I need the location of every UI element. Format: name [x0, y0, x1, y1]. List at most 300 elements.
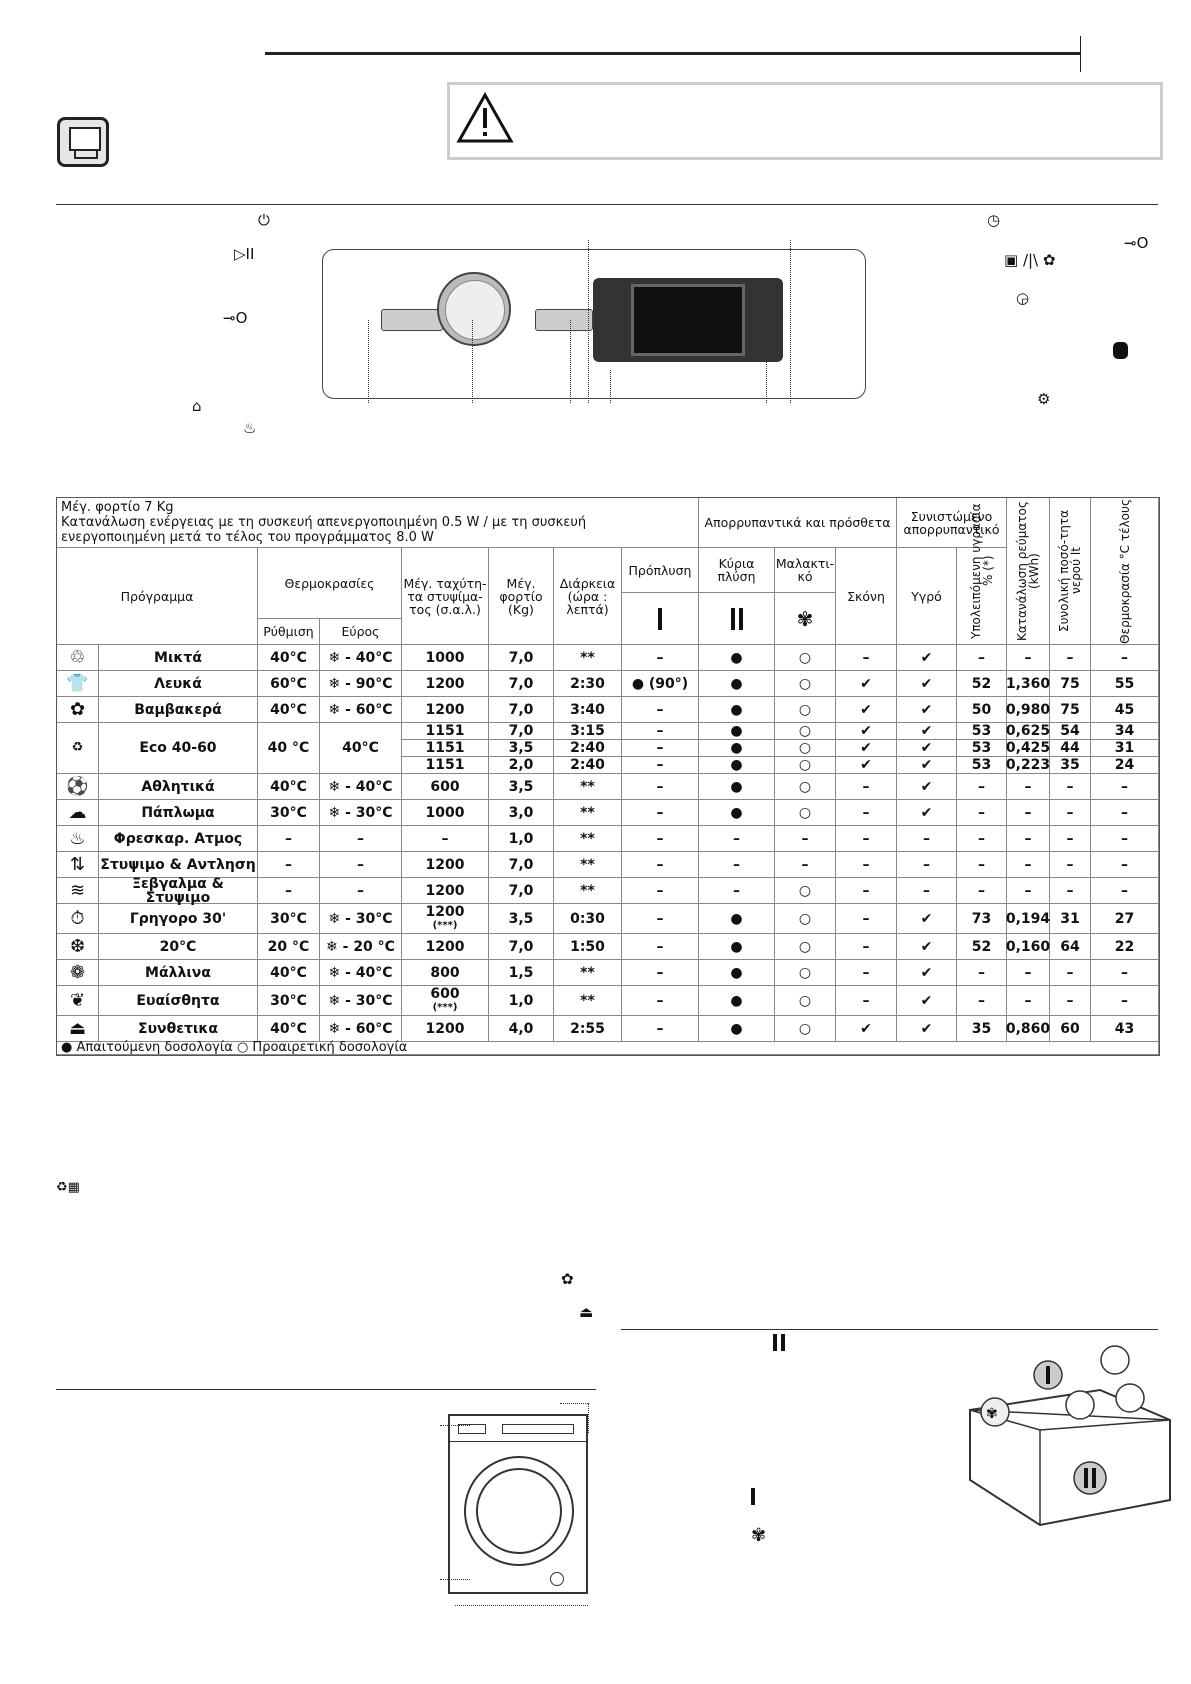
- mixed-icon: ♲: [57, 645, 99, 671]
- spin: [402, 1016, 489, 1042]
- value-pow: –: [836, 774, 897, 800]
- value-pre: –: [622, 1016, 699, 1042]
- value-e: –: [1007, 878, 1050, 904]
- temp-setting: 30°C: [258, 986, 320, 1016]
- liquid-header: Υγρό: [897, 548, 957, 645]
- 20c-icon: ❆: [57, 934, 99, 960]
- value-soft: ○: [775, 740, 836, 757]
- spin: 1151: [402, 740, 489, 757]
- temp-range: ❄ - 30°C: [320, 904, 402, 934]
- value-liq: ✔: [897, 774, 957, 800]
- value-main: ●: [699, 904, 775, 934]
- temp-range: –: [320, 878, 402, 904]
- value-pre: –: [622, 723, 699, 740]
- duration: 0:30: [554, 904, 622, 934]
- tap-icon: ⚙: [1037, 390, 1051, 408]
- value-pre: ● (90°): [622, 671, 699, 697]
- header-water-label: Συνολική ποσό-τητα νερού lt: [1057, 509, 1083, 633]
- prewash-mark-icon: [658, 608, 662, 630]
- table-header-info: [57, 498, 699, 548]
- temp-setting: 40°C: [258, 774, 320, 800]
- value-t: 55: [1091, 671, 1159, 697]
- value-pre: –: [622, 960, 699, 986]
- value-pre: –: [622, 800, 699, 826]
- load: 3,5: [489, 774, 554, 800]
- value-t: 43: [1091, 1016, 1159, 1042]
- duration: 3:15: [554, 723, 622, 740]
- value-liq: ✔: [897, 800, 957, 826]
- temp-setting: 30°C: [258, 904, 320, 934]
- value-soft: –: [775, 852, 836, 878]
- spin-note: (***): [432, 1001, 458, 1013]
- value-main: ●: [699, 697, 775, 723]
- quick-icon: ⏱: [57, 904, 99, 934]
- synthetics-icon: ⏏: [57, 1016, 99, 1042]
- duration: 2:30: [554, 671, 622, 697]
- washing-machine: [448, 1414, 588, 1594]
- value-pow: –: [836, 800, 897, 826]
- value-main: ●: [699, 723, 775, 740]
- value-t: –: [1091, 645, 1159, 671]
- value-w: 75: [1050, 671, 1091, 697]
- temp-setting: 40°C: [258, 645, 320, 671]
- value-soft: ○: [775, 904, 836, 934]
- power-button: [381, 309, 443, 331]
- key-icon-right: ⊸O: [1124, 234, 1149, 252]
- duration: **: [554, 852, 622, 878]
- temp-range: ❄ - 40°C: [320, 960, 402, 986]
- softener-header: Μαλακτι-κό: [775, 548, 836, 593]
- value-m: –: [957, 645, 1007, 671]
- temp-range: 40°C: [320, 723, 402, 774]
- load: 1,0: [489, 986, 554, 1016]
- temp-range: ❄ - 20 °C: [320, 934, 402, 960]
- value-pow: ✔: [836, 723, 897, 740]
- value-w: 54: [1050, 723, 1091, 740]
- load: 7,0: [489, 697, 554, 723]
- value-main: ●: [699, 960, 775, 986]
- leader-line: [440, 1425, 470, 1426]
- value-e: 1,360: [1007, 671, 1050, 697]
- program-name: Ξεβγαλμα & Στυψιμο: [99, 878, 258, 904]
- monitor-icon: [57, 117, 109, 167]
- spin-value: 1200: [425, 882, 465, 899]
- value-main: –: [699, 878, 775, 904]
- value-main: ●: [699, 1016, 775, 1042]
- value-m: 35: [957, 1016, 1007, 1042]
- temp-setting: 40°C: [258, 697, 320, 723]
- value-main: ●: [699, 800, 775, 826]
- temp-range: –: [320, 852, 402, 878]
- spin-value: 1200: [425, 1020, 465, 1037]
- value-soft: ○: [775, 986, 836, 1016]
- control-panel: [322, 249, 866, 399]
- value-pow: ✔: [836, 740, 897, 757]
- value-e: –: [1007, 986, 1050, 1016]
- value-pre: –: [622, 852, 699, 878]
- value-w: 75: [1050, 697, 1091, 723]
- header-energy-label: Κατανάλωση ρεύματος (kWh): [1015, 501, 1041, 641]
- header-moisture: [957, 498, 1007, 645]
- spin: [402, 852, 489, 878]
- detergents-header: Απορρυπαντικά και πρόσθετα: [699, 498, 897, 548]
- duration: 1:50: [554, 934, 622, 960]
- value-pow: –: [836, 934, 897, 960]
- value-pow: –: [836, 878, 897, 904]
- svg-text:✾: ✾: [986, 1406, 998, 1422]
- prewash-symbol: [622, 593, 699, 645]
- leader-line: [440, 1579, 470, 1580]
- value-pre: –: [622, 697, 699, 723]
- leader-line: [766, 320, 767, 403]
- value-liq: –: [897, 878, 957, 904]
- temp-range: ❄ - 30°C: [320, 800, 402, 826]
- eco-icon: ♻▦: [56, 1180, 80, 1195]
- temp-setting-header: Ρύθμιση: [258, 619, 320, 645]
- warning-box: [447, 82, 1163, 160]
- spin-value: 600: [430, 778, 460, 795]
- temp-range-header: Εύρος: [320, 619, 402, 645]
- value-e: –: [1007, 800, 1050, 826]
- prewash-header: Πρόπλυση: [622, 548, 699, 593]
- value-m: –: [957, 800, 1007, 826]
- value-w: –: [1050, 960, 1091, 986]
- duration: **: [554, 645, 622, 671]
- value-pre: –: [622, 826, 699, 852]
- temp-range: ❄ - 40°C: [320, 774, 402, 800]
- load: 2,0: [489, 757, 554, 774]
- value-main: ●: [699, 774, 775, 800]
- value-e: 0,625: [1005, 723, 1051, 739]
- value-t: –: [1091, 774, 1159, 800]
- temp-range: –: [320, 826, 402, 852]
- value-e: –: [1007, 645, 1050, 671]
- softener-mark-icon: ✾: [796, 606, 814, 631]
- mainwash-symbol: [699, 593, 775, 645]
- value-liq: ✔: [897, 904, 957, 934]
- spin-value: 1200: [425, 903, 465, 920]
- header-info-line: ενεργοποιημένη μετά το τέλος του προγράμματος 8.0 W: [61, 530, 434, 545]
- options-icons: ▣ /|\ ✿: [1004, 251, 1056, 269]
- dot-icon: [1113, 342, 1128, 359]
- load: 7,0: [489, 934, 554, 960]
- table-legend: ● Απαιτούμενη δοσολογία ○ Προαιρετική δοσολογία: [57, 1042, 1159, 1055]
- leader-line: [790, 240, 791, 403]
- mainwash-mark-icon: [731, 608, 743, 630]
- value-e: 0,160: [1007, 934, 1050, 960]
- value-main: ●: [699, 934, 775, 960]
- temps-header: Θερμοκρασίες: [258, 548, 402, 619]
- temp-setting: –: [258, 826, 320, 852]
- value-pow: –: [836, 960, 897, 986]
- temp-setting: –: [258, 852, 320, 878]
- value-soft: –: [775, 826, 836, 852]
- value-soft: ○: [775, 1016, 836, 1042]
- max-spin-header: Μέγ. ταχύτη-τα στυψίμα-τος (σ.α.λ.): [402, 548, 489, 645]
- spin: [402, 671, 489, 697]
- value-e: 0,194: [1007, 904, 1050, 934]
- program-name: Λευκά: [99, 671, 258, 697]
- value-w: –: [1050, 645, 1091, 671]
- spin-value: 1200: [425, 856, 465, 873]
- value-pre: –: [622, 740, 699, 757]
- value-pre: –: [622, 645, 699, 671]
- spin: [402, 960, 489, 986]
- header-energy: [1007, 498, 1050, 645]
- value-liq: ✔: [897, 645, 957, 671]
- spin: [402, 697, 489, 723]
- spin: [402, 800, 489, 826]
- duration: 2:40: [554, 740, 622, 757]
- value-e: 0,860: [1007, 1016, 1050, 1042]
- display-panel: [593, 278, 783, 362]
- value-pow: –: [836, 904, 897, 934]
- cotton-icon: ✿: [57, 697, 99, 723]
- leader-line: [560, 1403, 588, 1404]
- spin: [402, 934, 489, 960]
- value-w: –: [1050, 800, 1091, 826]
- value-main: –: [699, 852, 775, 878]
- duration-header: Διάρκεια (ώρα : λεπτά): [554, 548, 622, 645]
- header-water: [1050, 498, 1091, 645]
- whites-icon: 👕: [57, 671, 99, 697]
- temp-range: ❄ - 90°C: [320, 671, 402, 697]
- max-load-header: Μέγ. φορτίο (Kg): [489, 548, 554, 645]
- program-name: 20°C: [99, 934, 258, 960]
- spin-value: 1000: [425, 804, 465, 821]
- value-soft: ○: [775, 960, 836, 986]
- spin: [402, 986, 489, 1016]
- sport-icon: ⚽: [57, 774, 99, 800]
- temp-range: ❄ - 60°C: [320, 697, 402, 723]
- value-t: –: [1091, 826, 1159, 852]
- duration: **: [554, 826, 622, 852]
- temp-range: ❄ - 30°C: [320, 986, 402, 1016]
- load: 3,0: [489, 800, 554, 826]
- value-e: 0,223: [1005, 757, 1051, 773]
- program-header: Πρόγραμμα: [57, 548, 258, 645]
- spin-drain-icon: ⇅: [57, 852, 99, 878]
- header-end_temp: [1091, 498, 1159, 645]
- value-t: 22: [1091, 934, 1159, 960]
- mainwash-header: Κύρια πλύση: [699, 548, 775, 593]
- cotton-icon: ✿: [561, 1270, 574, 1288]
- value-main: –: [699, 826, 775, 852]
- value-soft: ○: [775, 645, 836, 671]
- value-liq: ✔: [897, 697, 957, 723]
- value-soft: ○: [775, 723, 836, 740]
- powder-header: Σκόνη: [836, 548, 897, 645]
- value-pow: ✔: [836, 697, 897, 723]
- value-t: 31: [1091, 740, 1159, 757]
- value-t: –: [1091, 960, 1159, 986]
- spin-value: 800: [430, 964, 460, 981]
- value-pre: –: [622, 904, 699, 934]
- value-w: 35: [1050, 757, 1091, 774]
- spin-value: 1200: [425, 675, 465, 692]
- load: 7,0: [489, 723, 554, 740]
- top-rule-tick: [1080, 36, 1081, 72]
- program-name: Βαμβακερά: [99, 697, 258, 723]
- duvet-icon: ☁: [57, 800, 99, 826]
- value-e: –: [1007, 960, 1050, 986]
- value-w: 31: [1050, 904, 1091, 934]
- value-main: ●: [699, 645, 775, 671]
- value-m: –: [957, 774, 1007, 800]
- power-icon: ⏻: [258, 211, 270, 229]
- spin: [402, 904, 489, 934]
- program-name: Eco 40-60: [99, 723, 258, 774]
- value-pre: –: [622, 878, 699, 904]
- load: 3,5: [489, 904, 554, 934]
- value-soft: ○: [775, 934, 836, 960]
- value-liq: ✔: [897, 723, 957, 740]
- temp-setting: 30°C: [258, 800, 320, 826]
- key-icon: ⊸O: [223, 309, 248, 327]
- program-name: Μάλλινα: [99, 960, 258, 986]
- value-m: 53: [957, 757, 1007, 774]
- leader-line: [455, 1605, 588, 1606]
- program-knob: [437, 272, 511, 346]
- value-soft: ○: [775, 757, 836, 774]
- value-liq: ✔: [897, 1016, 957, 1042]
- program-name: Μικτά: [99, 645, 258, 671]
- value-main: ●: [699, 671, 775, 697]
- duration: 3:40: [554, 697, 622, 723]
- delicates-icon: ❦: [57, 986, 99, 1016]
- value-pow: ✔: [836, 1016, 897, 1042]
- value-w: –: [1050, 986, 1091, 1016]
- value-liq: ✔: [897, 740, 957, 757]
- value-e: 0,980: [1007, 697, 1050, 723]
- value-soft: ○: [775, 671, 836, 697]
- delay-timer-icon: ◷: [987, 211, 1001, 229]
- value-main: ●: [699, 986, 775, 1016]
- load: 7,0: [489, 671, 554, 697]
- steam-mini-icon: ♨: [243, 419, 257, 437]
- value-t: 45: [1091, 697, 1159, 723]
- leader-line: [588, 1403, 589, 1433]
- program-name: Πάπλωμα: [99, 800, 258, 826]
- value-pow: –: [836, 826, 897, 852]
- value-m: 52: [957, 671, 1007, 697]
- value-pre: –: [622, 757, 699, 774]
- program-table: [56, 497, 1160, 1056]
- leader-line: [588, 240, 589, 403]
- duration: 2:55: [554, 1016, 622, 1042]
- synthetics-icon: ⏏: [579, 1303, 594, 1321]
- value-m: 53: [957, 723, 1007, 740]
- spin: [402, 645, 489, 671]
- lower-left-rule: [56, 1389, 596, 1390]
- spin-value: 1000: [425, 649, 465, 666]
- spin: [402, 774, 489, 800]
- value-m: 73: [957, 904, 1007, 934]
- spin-note: (***): [432, 919, 458, 931]
- value-t: –: [1091, 852, 1159, 878]
- value-t: 34: [1091, 723, 1159, 740]
- spin-value: 1200: [425, 938, 465, 955]
- start-pause-icon: ▷II: [234, 245, 255, 263]
- softener-symbol: [775, 593, 836, 645]
- value-m: 50: [957, 697, 1007, 723]
- spin: 1151: [402, 723, 489, 740]
- value-t: 24: [1091, 757, 1159, 774]
- value-m: –: [957, 852, 1007, 878]
- wool-icon: ❁: [57, 960, 99, 986]
- rinse-spin-icon: ≋: [57, 878, 99, 904]
- value-pow: –: [836, 645, 897, 671]
- value-w: –: [1050, 852, 1091, 878]
- value-e: –: [1007, 852, 1050, 878]
- value-main: ●: [699, 740, 775, 757]
- value-liq: ✔: [897, 757, 957, 774]
- temp-setting: 40°C: [258, 960, 320, 986]
- value-liq: ✔: [897, 986, 957, 1016]
- mainwash-mark-icon: [773, 1334, 777, 1351]
- program-name: Αθλητικά: [99, 774, 258, 800]
- leader-line: [368, 320, 369, 403]
- value-soft: ○: [775, 878, 836, 904]
- value-w: 44: [1050, 740, 1091, 757]
- load: 7,0: [489, 645, 554, 671]
- top-rule: [265, 52, 1080, 55]
- detergent-drawer: [960, 1330, 1180, 1530]
- mainwash-mark-icon: [781, 1334, 785, 1351]
- temp-setting: –: [258, 878, 320, 904]
- value-pow: ✔: [836, 757, 897, 774]
- value-soft: ○: [775, 800, 836, 826]
- value-pre: –: [622, 774, 699, 800]
- duration: 2:40: [554, 757, 622, 774]
- value-e: –: [1007, 774, 1050, 800]
- temp-setting: 20 °C: [258, 934, 320, 960]
- prewash-mark-icon: [751, 1488, 755, 1505]
- eco-icon: ♻: [57, 723, 99, 774]
- value-t: –: [1091, 800, 1159, 826]
- value-pow: –: [836, 986, 897, 1016]
- section-rule: [56, 204, 1158, 205]
- program-name: Γρηγορο 30': [99, 904, 258, 934]
- recommended-header: Συνιστώμενο απορρυπαντικό: [897, 498, 1007, 548]
- program-name: Συνθετικα: [99, 1016, 258, 1042]
- value-w: –: [1050, 826, 1091, 852]
- value-t: 27: [1091, 904, 1159, 934]
- value-w: 64: [1050, 934, 1091, 960]
- value-liq: –: [897, 826, 957, 852]
- leader-line: [472, 320, 473, 403]
- value-m: –: [957, 986, 1007, 1016]
- spin-value: 1200: [425, 701, 465, 718]
- header-end_temp-label: Θερμοκρασία °C τέλους: [1117, 498, 1132, 644]
- temp-setting: 60°C: [258, 671, 320, 697]
- value-t: –: [1091, 878, 1159, 904]
- softener-mark-icon: ✾: [751, 1525, 767, 1546]
- timer-icon: ◶: [1016, 289, 1030, 307]
- leader-line: [570, 320, 571, 403]
- value-m: –: [957, 826, 1007, 852]
- warning-icon: [455, 91, 515, 145]
- load: 1,0: [489, 826, 554, 852]
- value-main: ●: [699, 757, 775, 774]
- temp-range: ❄ - 40°C: [320, 645, 402, 671]
- value-m: 52: [957, 934, 1007, 960]
- value-liq: –: [897, 852, 957, 878]
- value-liq: ✔: [897, 960, 957, 986]
- header-info-line: Μέγ. φορτίο 7 Kg: [61, 500, 174, 515]
- value-m: 53: [957, 740, 1007, 757]
- value-w: 60: [1050, 1016, 1091, 1042]
